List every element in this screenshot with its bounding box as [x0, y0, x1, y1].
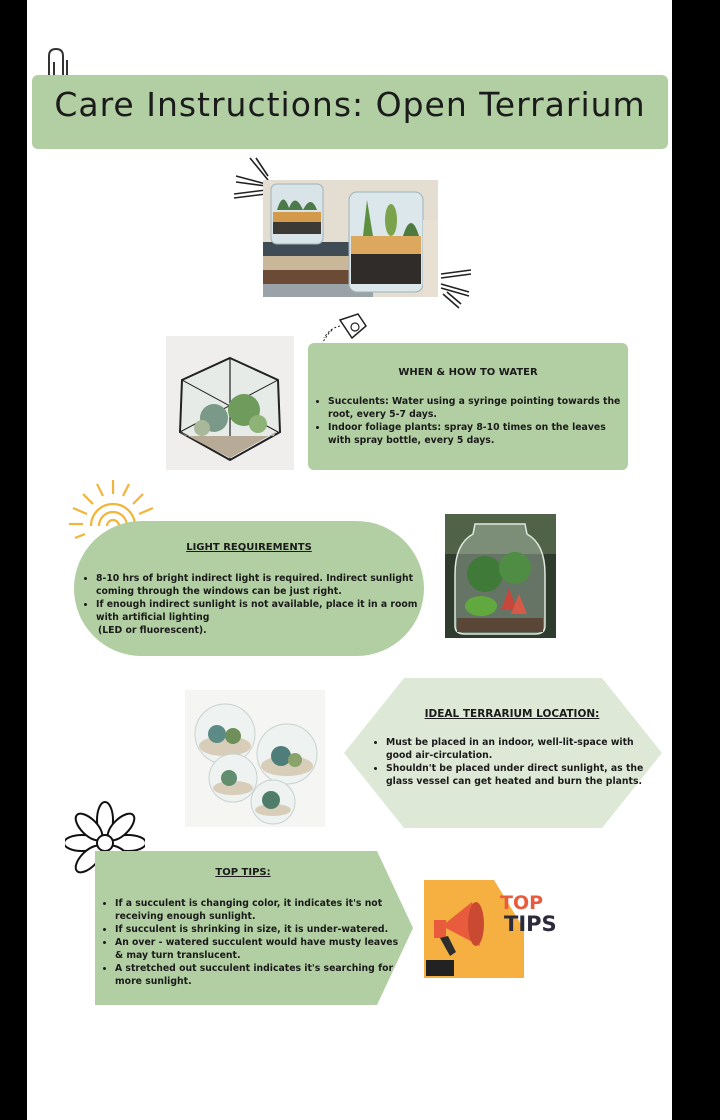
- list-item: • Succulents: Water using a syringe pointing towards the root, every 5-7 days.: [328, 395, 628, 421]
- jar-terrarium-photo: [445, 514, 556, 638]
- water-list: [310, 395, 628, 447]
- page-title: Care Instructions: Open Terrarium: [54, 85, 646, 124]
- water-card: [308, 343, 628, 470]
- title-band: [32, 75, 668, 149]
- light-note: (LED or fluorescent).: [98, 625, 207, 636]
- list-item: • If succulent is shrinking in size, it is under-watered.: [115, 923, 405, 936]
- light-list: [78, 572, 440, 624]
- top-tips-badge: [424, 880, 557, 978]
- location-list: [368, 736, 658, 788]
- hexagon-terrarium-photo: [166, 336, 294, 470]
- list-item: • 8-10 hrs of bright indirect light is required. Indirect sunlight coming through the windows can be just right.: [96, 572, 440, 598]
- list-item: • A stretched out succulent indicates it's searching for more sunlight.: [115, 962, 405, 988]
- tips-card: [95, 851, 413, 1005]
- list-item: • If a succulent is changing color, it indicates it's not receiving enough sunlight.: [115, 897, 405, 923]
- location-heading: IDEAL TERRARIUM LOCATION:: [424, 708, 600, 720]
- light-card: [74, 521, 424, 656]
- list-item: • Must be placed in an indoor, well-lit-space with good air-circulation.: [386, 736, 658, 762]
- list-item: • Shouldn't be placed under direct sunlight, as the glass vessel can get heated and burn the plants.: [386, 762, 658, 788]
- water-heading: WHEN & HOW TO WATER: [398, 367, 538, 378]
- terrarium-books-photo: [263, 180, 438, 297]
- list-item: • If enough indirect sunlight is not available, place it in a room with artificial lighting: [96, 598, 440, 624]
- page: [27, 0, 672, 1120]
- fishbowl-terrariums-photo: [185, 690, 325, 827]
- badge-line1: TOP: [500, 892, 544, 914]
- tips-list: [97, 897, 405, 988]
- tips-heading: TOP TIPS:: [215, 867, 271, 878]
- sparkle-lines-icon: [439, 266, 475, 310]
- list-item: • An over - watered succulent would have musty leaves & may turn translucent.: [115, 936, 405, 962]
- location-card: [344, 678, 662, 828]
- badge-line2: TIPS: [504, 912, 557, 936]
- light-heading: LIGHT REQUIREMENTS: [186, 542, 312, 553]
- list-item: • Indoor foliage plants: spray 8-10 times on the leaves with spray bottle, every 5 days.: [328, 421, 628, 447]
